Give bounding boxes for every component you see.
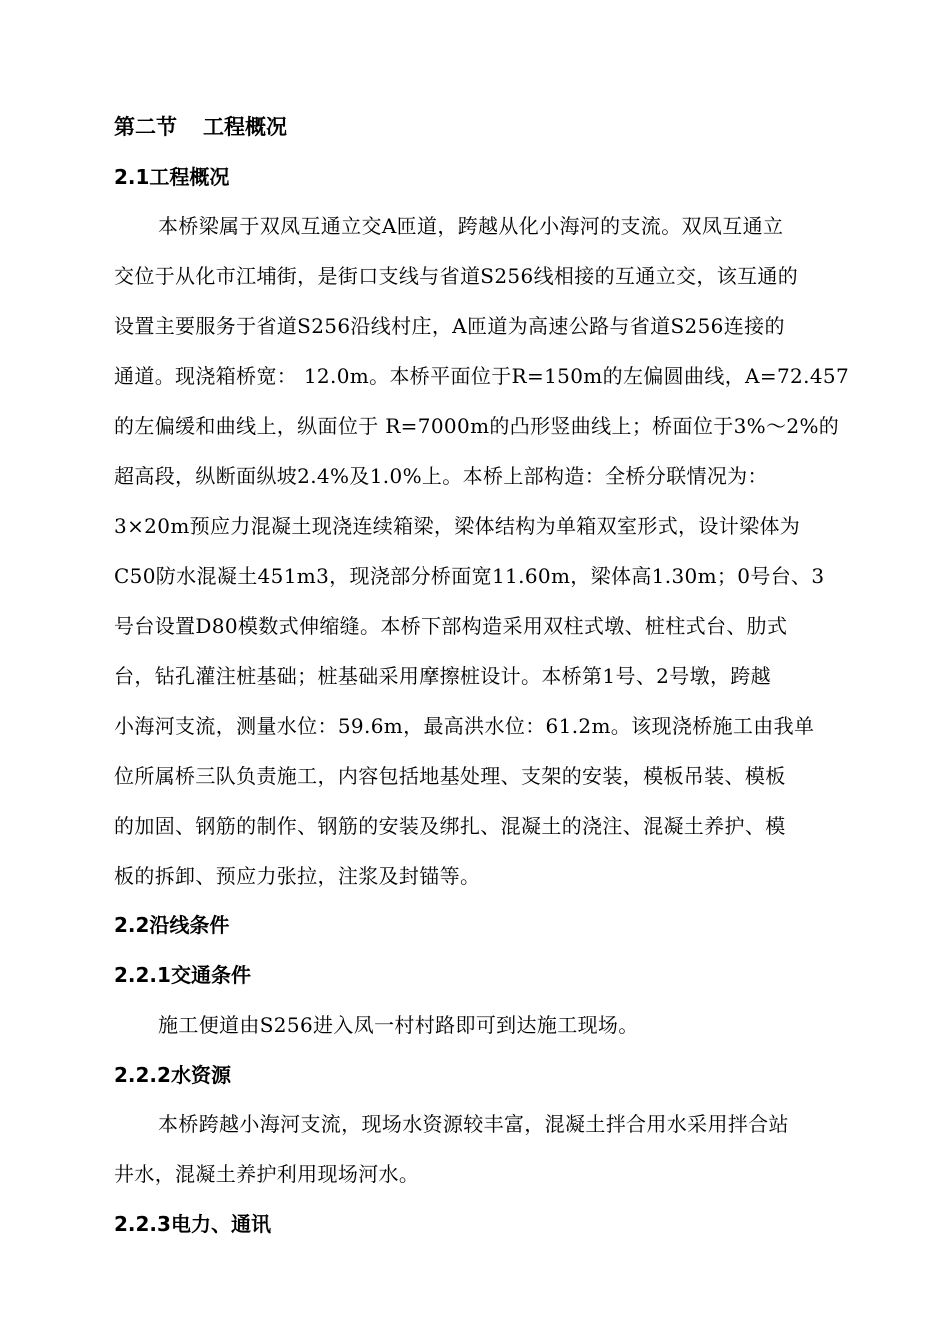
section-title-text: 工程概况: [203, 115, 287, 139]
paragraph-line: 本桥跨越小海河支流，现场水资源较丰富，混凝土拌合用水采用拌合站: [158, 1112, 789, 1136]
paragraph-line: 通道。现浇箱桥宽： 12.0m。本桥平面位于R=150m的左偏圆曲线，A=72.457: [114, 364, 850, 388]
paragraph-line: C50防水混凝土451m3，现浇部分桥面宽11.60m，梁体高1.30m；0号台、3: [114, 564, 825, 588]
paragraph-line: 的加固、钢筋的制作、钢筋的安装及绑扎、混凝土的浇注、混凝土养护、模: [114, 814, 786, 838]
heading-2-2-2: 2.2.2水资源: [114, 1063, 231, 1087]
heading-2-2-3: 2.2.3电力、通讯: [114, 1212, 271, 1236]
paragraph-line: 台，钻孔灌注桩基础；桩基础采用摩擦桩设计。本桥第1号、2号墩，跨越: [114, 664, 771, 688]
heading-2-2-1: 2.2.1交通条件: [114, 963, 251, 987]
paragraph-line: 交位于从化市江埔街，是街口支线与省道S256线相接的互通立交，该互通的: [114, 264, 799, 288]
paragraph-line: 号台设置D80模数式伸缩缝。本桥下部构造采用双柱式墩、桩柱式台、肋式: [114, 614, 788, 638]
section-title: [114, 113, 287, 141]
paragraph-line: 施工便道由S256进入凤一村村路即可到达施工现场。: [158, 1013, 639, 1037]
heading-2-2: 2.2沿线条件: [114, 913, 230, 937]
paragraph-line: 3×20m预应力混凝土现浇连续箱梁，梁体结构为单箱双室形式，设计梁体为: [114, 514, 801, 538]
paragraph-line: 板的拆卸、预应力张拉，注浆及封锚等。: [114, 864, 481, 888]
section-number: 第二节: [114, 115, 177, 139]
paragraph-line: 位所属桥三队负责施工，内容包括地基处理、支架的安装，模板吊装、模板: [114, 764, 786, 788]
paragraph-line: 设置主要服务于省道S256沿线村庄，A匝道为高速公路与省道S256连接的: [114, 314, 785, 338]
paragraph-line: 的左偏缓和曲线上，纵面位于 R=7000m的凸形竖曲线上；桥面位于3%～2%的: [114, 414, 840, 438]
paragraph-line: 超高段，纵断面纵坡2.4%及1.0%上。本桥上部构造：全桥分联情况为：: [114, 464, 768, 488]
paragraph-line: 小海河支流，测量水位：59.6m，最高洪水位：61.2m。该现浇桥施工由我单: [114, 714, 815, 738]
heading-2-1: 2.1工程概况: [114, 165, 230, 189]
paragraph-line: 本桥梁属于双凤互通立交A匝道，跨越从化小海河的支流。双凤互通立: [158, 214, 784, 238]
paragraph-line: 井水，混凝土养护利用现场河水。: [114, 1162, 420, 1186]
